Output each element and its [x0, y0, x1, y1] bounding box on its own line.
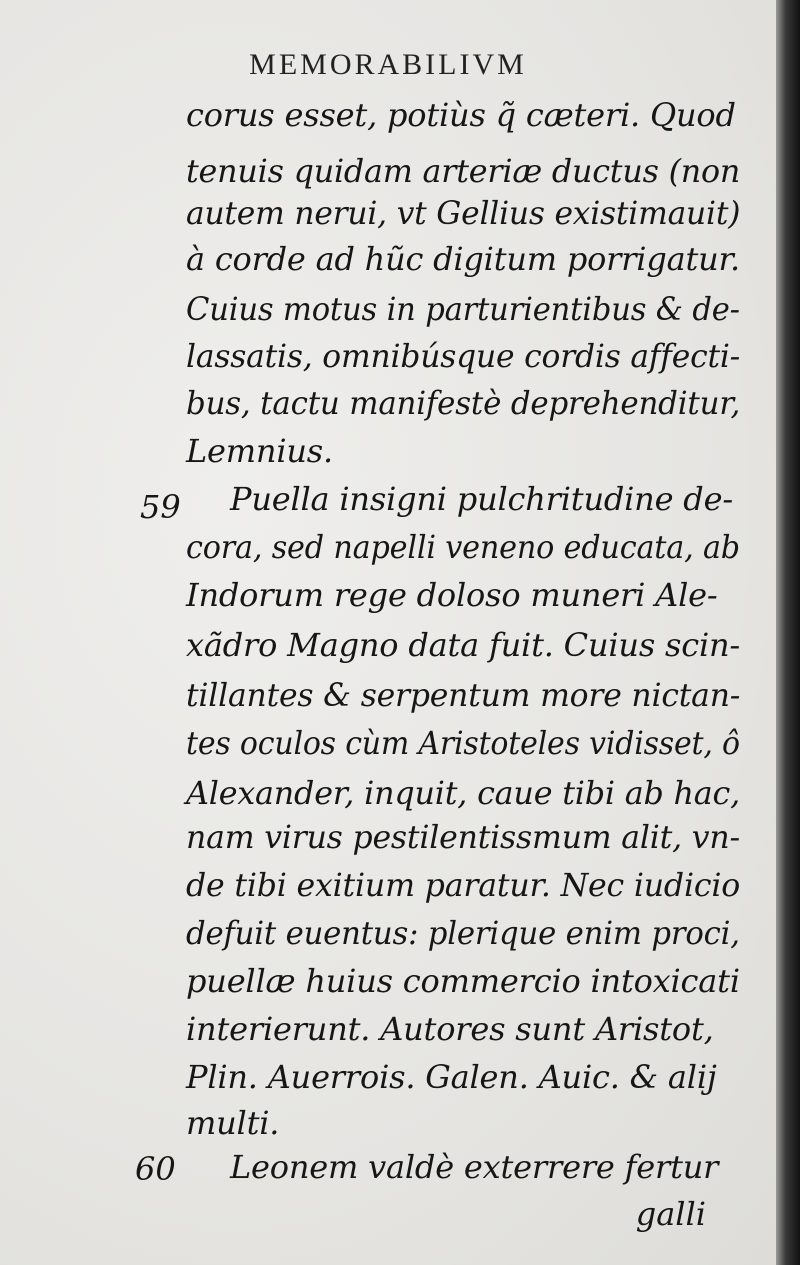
text-line: bus, tactu manifestè deprehenditur, — [186, 384, 741, 422]
text-line: autem nerui, vt Gellius existimauit) — [186, 194, 741, 232]
section-number-59: 59 — [140, 488, 181, 526]
text-line: corus esset, potiùs q̃ cæteri. Quod — [186, 96, 736, 134]
text-line: nam virus pestilentissmum alit, vn- — [186, 818, 740, 856]
text-line: Lemnius. — [186, 432, 333, 470]
page-edge-shadow — [776, 0, 800, 1265]
text-line: de tibi exitium paratur. Nec iudicio — [186, 866, 741, 904]
text-line: lassatis, omnibúsque cordis affecti- — [186, 337, 741, 375]
text-line: tillantes & serpentum more nictan- — [186, 676, 741, 714]
running-head: MEMORABILIVM — [249, 48, 527, 81]
catchword: galli — [635, 1195, 706, 1233]
text-line: à corde ad hũc digitum porrigatur. — [186, 240, 741, 278]
text-line: Alexander, inquit, caue tibi ab hac, — [186, 774, 741, 812]
text-line: interierunt. Autores sunt Aristot, — [186, 1010, 714, 1048]
text-line: Puella insigni pulchritudine de- — [230, 480, 733, 518]
text-line: tes oculos cùm Aristoteles vidisset, ô — [186, 724, 740, 762]
text-line: Cuius motus in parturientibus & de- — [186, 290, 740, 328]
text-line: Plin. Auerrois. Galen. Auic. & alij — [186, 1058, 717, 1096]
text-line: defuit euentus: plerique enim proci, — [186, 914, 740, 952]
text-line: multi. — [186, 1104, 280, 1142]
text-line: tenuis quidam arteriæ ductus (non — [186, 152, 741, 190]
section-number-60: 60 — [135, 1150, 176, 1188]
text-line: Indorum rege doloso muneri Ale- — [186, 576, 718, 614]
text-line: cora, sed napelli veneno educata, ab — [186, 528, 740, 566]
text-line: Leonem valdè exterrere fertur — [230, 1148, 719, 1186]
text-line: xãdro Magno data fuit. Cuius scin- — [186, 626, 741, 664]
text-line: puellæ huius commercio intoxicati — [186, 962, 740, 1000]
